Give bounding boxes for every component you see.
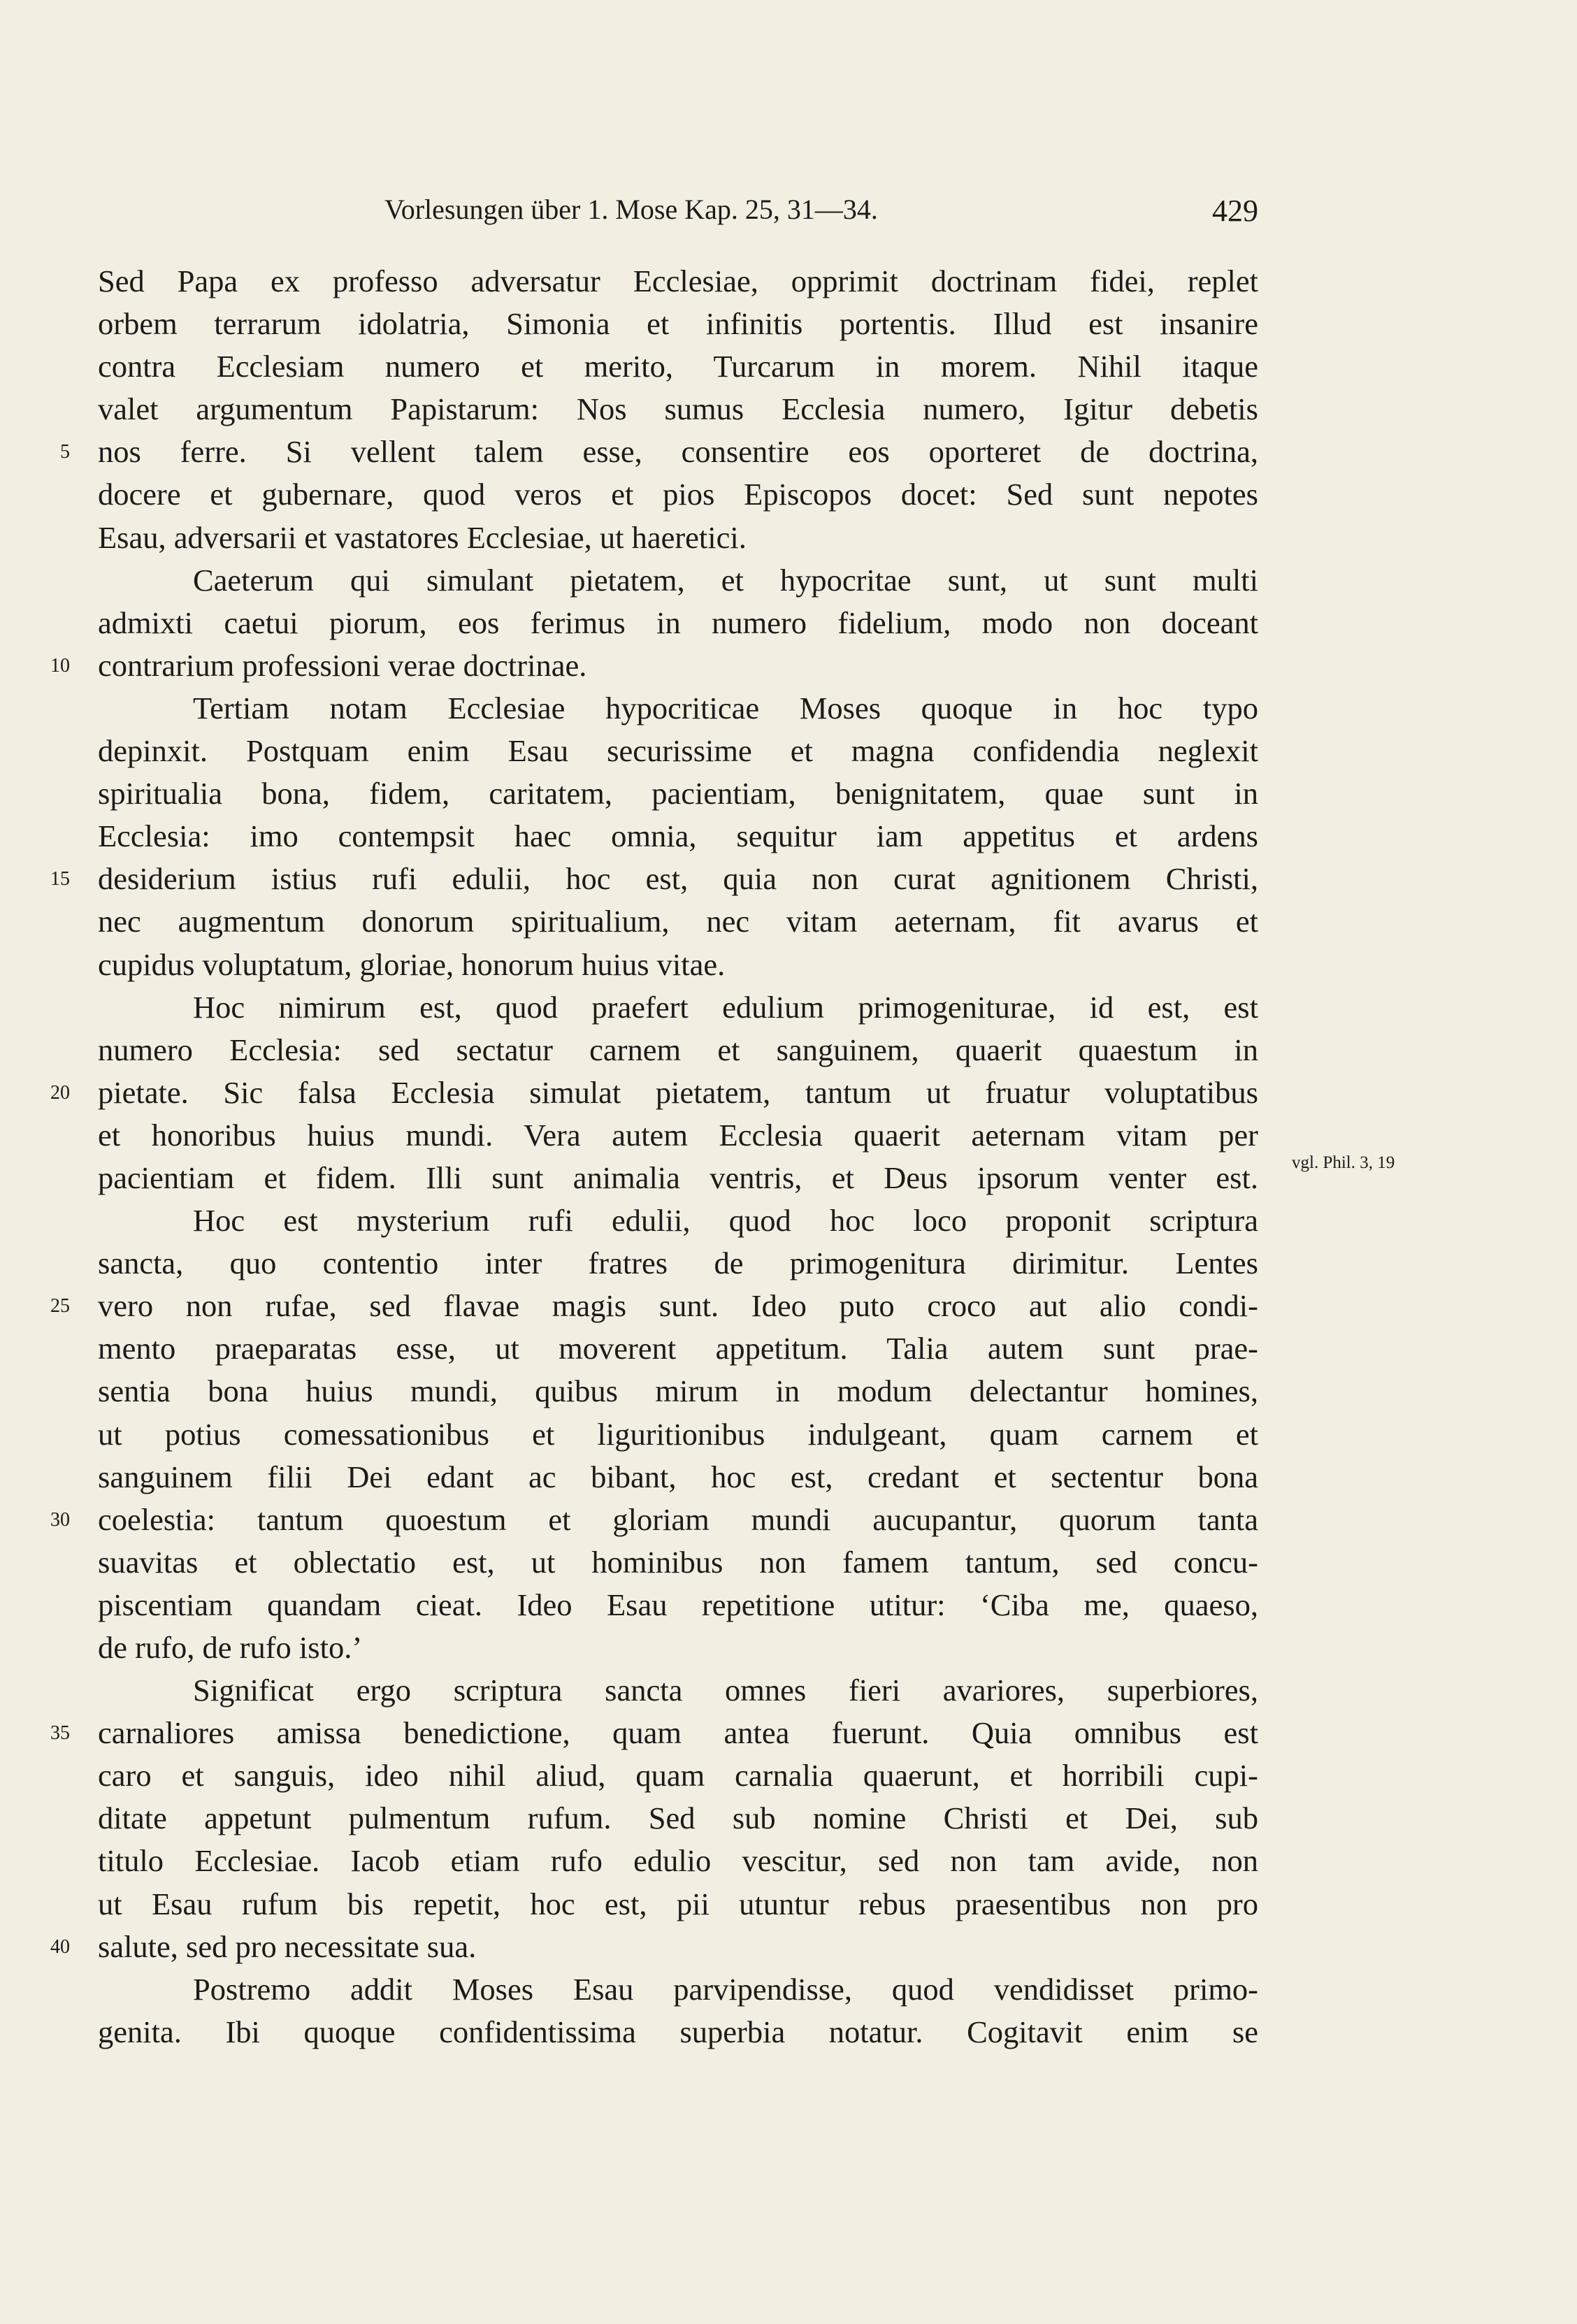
- line-number: 15: [50, 868, 70, 890]
- line-text: valet argumentum Papistarum: Nos sumus Ecclesia numero, Igitur debetis: [98, 391, 1258, 427]
- text-line: [98, 1840, 1258, 1882]
- text-line: [98, 473, 1258, 516]
- text-line: [50, 1071, 1258, 1114]
- text-line: [50, 644, 1258, 687]
- line-text: sanguinem filii Dei edant ac bibant, hoc est, credant et sectentur bona: [98, 1459, 1258, 1494]
- line-number: 25: [50, 1295, 70, 1318]
- text-line: [98, 815, 1258, 858]
- line-text: genita. Ibi quoque confidentissima superbia notatur. Cogitavit enim se: [98, 2014, 1258, 2049]
- line-text: nec augmentum donorum spiritualium, nec vitam aeternam, fit avarus et: [98, 904, 1258, 939]
- line-text: contra Ecclesiam numero et merito, Turcarum in morem. Nihil itaque: [98, 349, 1258, 384]
- text-line: [98, 1669, 1258, 1712]
- line-number: 5: [60, 441, 70, 463]
- line-text: et honoribus huius mundi. Vera autem Ecclesia quaerit aeternam vitam per: [98, 1117, 1258, 1153]
- text-line: [98, 1754, 1258, 1797]
- page-number: 429: [1212, 194, 1258, 228]
- line-text: docere et gubernare, quod veros et pios Episcopos docet: Sed sunt nepotes: [98, 477, 1258, 512]
- line-text: carnaliores amissa benedictione, quam antea fuerunt. Quia omnibus est: [98, 1715, 1258, 1751]
- line-text: numero Ecclesia: sed sectatur carnem et sanguinem, quaerit quaestum in: [98, 1032, 1258, 1067]
- line-text: Hoc nimirum est, quod praefert edulium primogeniturae, id est, est: [193, 989, 1258, 1025]
- line-text: vero non rufae, sed flavae magis sunt. Ideo puto croco aut alio condi-: [98, 1288, 1258, 1324]
- text-line: [98, 1584, 1258, 1626]
- line-text: pacientiam et fidem. Illi sunt animalia ventris, et Deus ipsorum venter est.: [98, 1160, 1258, 1195]
- line-text: depinxit. Postquam enim Esau securissime et magna confidendia neglexit: [98, 733, 1258, 769]
- line-text: Esau, adversarii et vastatores Ecclesiae, ut haeretici.: [98, 519, 747, 555]
- line-text: Ecclesia: imo contempsit haec omnia, sequitur iam appetitus et ardens: [98, 818, 1258, 854]
- line-text: pietate. Sic falsa Ecclesia simulat pietatem, tantum ut fruatur voluptatibus: [98, 1074, 1258, 1110]
- text-line: [60, 431, 1258, 473]
- text-line: [98, 388, 1258, 431]
- line-text: ut Esau rufum bis repetit, hoc est, pii utuntur rebus praesentibus non pro: [98, 1886, 1258, 1921]
- text-line: [98, 260, 1258, 303]
- line-text: sancta, quo contentio inter fratres de primogenitura dirimitur. Lentes: [98, 1246, 1258, 1281]
- text-line: [98, 1541, 1258, 1584]
- line-text: sentia bona huius mundi, quibus mirum in modum delectantur homines,: [98, 1373, 1258, 1409]
- line-number: 40: [50, 1935, 70, 1958]
- line-text: contrarium professioni verae doctrinae.: [98, 647, 587, 683]
- line-text: Postremo addit Moses Esau parvipendisse, quod vendidisset primo-: [193, 1971, 1258, 2007]
- line-text: cupidus voluptatum, gloriae, honorum huius vitae.: [98, 946, 726, 982]
- line-text: Significat ergo scriptura sancta omnes fieri avariores, superbiores,: [193, 1673, 1258, 1708]
- line-text: Tertiam notam Ecclesiae hypocriticae Moses quoque in hoc typo: [193, 690, 1258, 726]
- line-text: suavitas et oblectatio est, ut hominibus non famem tantum, sed concu-: [98, 1544, 1258, 1580]
- text-line: [98, 559, 1258, 602]
- text-line: [98, 944, 1258, 986]
- line-text: Hoc est mysterium rufi edulii, quod hoc loco proponit scriptura: [193, 1203, 1258, 1239]
- text-line: [98, 1370, 1258, 1413]
- text-line: [98, 517, 1258, 559]
- text-line: [98, 1883, 1258, 1926]
- text-line: [98, 1242, 1258, 1285]
- text-line: [98, 772, 1258, 815]
- line-number: 30: [50, 1508, 70, 1531]
- line-text: titulo Ecclesiae. Iacob etiam rufo edulio vescitur, sed non tam avide, non: [98, 1843, 1258, 1879]
- text-line: [98, 1029, 1258, 1071]
- text-line: [98, 1153, 1395, 1199]
- text-line: [98, 1968, 1258, 2011]
- line-text: admixti caetui piorum, eos ferimus in numero fidelium, modo non doceant: [98, 605, 1258, 640]
- line-number: 35: [50, 1722, 70, 1745]
- text-line: [98, 1199, 1258, 1242]
- line-text: mento praeparatas esse, ut moverent appetitum. Talia autem sunt prae-: [98, 1331, 1258, 1366]
- margin-reference: vgl. Phil. 3, 19: [1292, 1153, 1395, 1172]
- text-line: [50, 1712, 1258, 1754]
- line-text: piscentiam quandam cieat. Ideo Esau repetitione utitur: ‘Ciba me, quaeso,: [98, 1587, 1258, 1622]
- line-text: de rufo, de rufo isto.’: [98, 1630, 363, 1665]
- text-line: [98, 345, 1258, 388]
- text-line: [98, 1456, 1258, 1499]
- text-line: [98, 1797, 1258, 1840]
- running-title: Vorlesungen über 1. Mose Kap. 25, 31—34.: [384, 194, 878, 225]
- text-line: [98, 1626, 1258, 1669]
- text-line: [98, 1114, 1258, 1157]
- line-text: spiritualia bona, fidem, caritatem, pacientiam, benignitatem, quae sunt in: [98, 776, 1258, 811]
- line-text: Caeterum qui simulant pietatem, et hypocritae sunt, ut sunt multi: [193, 562, 1258, 598]
- text-line: [98, 1413, 1258, 1456]
- text-line: [50, 1926, 1258, 1968]
- text-line: [98, 730, 1258, 772]
- line-text: coelestia: tantum quoestum et gloriam mundi aucupantur, quorum tanta: [98, 1501, 1258, 1537]
- text-line: [98, 2011, 1258, 2054]
- text-line: [98, 986, 1258, 1029]
- text-line: [98, 687, 1258, 730]
- text-line: [98, 602, 1258, 644]
- text-line: [50, 1499, 1258, 1541]
- line-text: nos ferre. Si vellent talem esse, consentire eos oporteret de doctrina,: [98, 434, 1258, 470]
- text-line: [50, 858, 1258, 900]
- text-line: [98, 900, 1258, 943]
- line-text: caro et sanguis, ideo nihil aliud, quam carnalia quaerunt, et horribili cupi-: [98, 1758, 1258, 1793]
- running-header: [98, 193, 1258, 235]
- line-number: 10: [50, 654, 70, 677]
- line-number: 20: [50, 1081, 70, 1104]
- text-line: [98, 1327, 1258, 1370]
- line-text: desiderium istius rufi edulii, hoc est, quia non curat agnitionem Christi,: [98, 861, 1258, 897]
- line-text: Sed Papa ex professo adversatur Ecclesiae, opprimit doctrinam fidei, replet: [98, 264, 1258, 298]
- line-text: orbem terrarum idolatria, Simonia et infinitis portentis. Illud est insanire: [98, 306, 1258, 342]
- line-text: ditate appetunt pulmentum rufum. Sed sub nomine Christi et Dei, sub: [98, 1800, 1258, 1836]
- text-line: [98, 303, 1258, 345]
- line-text: salute, sed pro necessitate sua.: [98, 1928, 477, 1964]
- text-line: [50, 1285, 1258, 1327]
- body-text: [50, 260, 1395, 2054]
- line-text: ut potius comessationibus et liguritionibus indulgeant, quam carnem et: [98, 1416, 1258, 1452]
